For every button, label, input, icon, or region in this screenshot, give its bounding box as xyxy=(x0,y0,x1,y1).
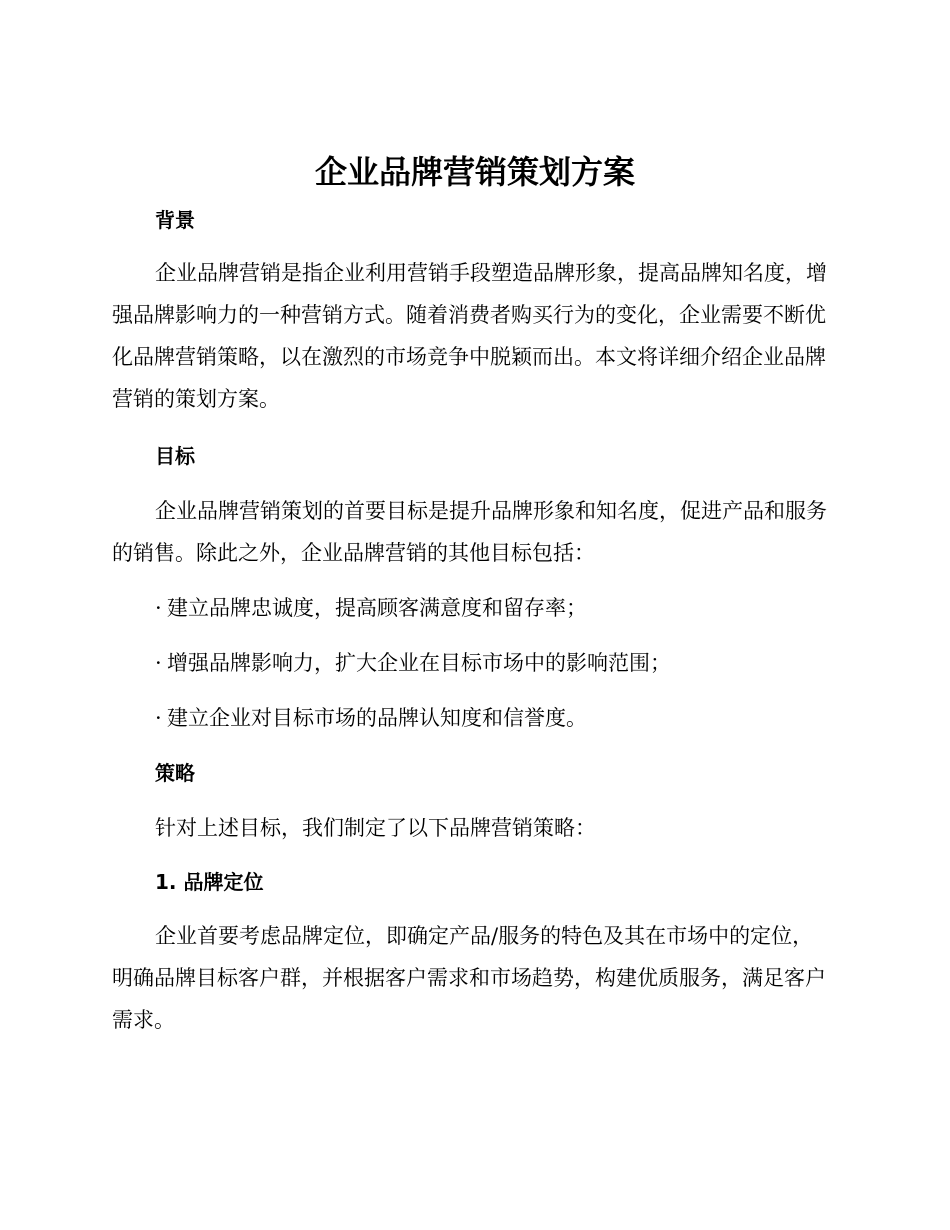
section-heading-goals: 目标 xyxy=(155,444,195,468)
background-paragraph: 企业品牌营销是指企业利用营销手段塑造品牌形象，提高品牌知名度，增强品牌影响力的一种营销方式。随着消费者购买行为的变化，企业需要不断优化品牌营销策略，以在激烈的市场竞争中脱颖而出。本文将详细介绍企业品牌营销的策划方案。 xyxy=(112,261,827,411)
goal-bullet-text: 建立企业对目标市场的品牌认知度和信誉度。 xyxy=(167,706,587,730)
page-title: 企业品牌营销策划方案 xyxy=(314,153,635,191)
section-heading-background: 背景 xyxy=(155,208,195,232)
goal-bullet-text: 建立品牌忠诚度，提高顾客满意度和留存率； xyxy=(167,596,587,620)
bullet-marker: · xyxy=(155,651,162,675)
goal-bullet-text: 增强品牌影响力，扩大企业在目标市场中的影响范围； xyxy=(167,651,671,675)
brand-positioning-paragraph: 企业首要考虑品牌定位，即确定产品/服务的特色及其在市场中的定位，明确品牌目标客户群，并根据客户需求和市场趋势，构建优质服务，满足客户需求。 xyxy=(112,924,826,1032)
bullet-marker: · xyxy=(155,596,162,620)
goal-bullet-item xyxy=(155,648,671,678)
section-heading-strategy: 策略 xyxy=(155,761,195,785)
goals-paragraph: 企业品牌营销策划的首要目标是提升品牌形象和知名度，促进产品和服务的销售。除此之外，企业品牌营销的其他目标包括： xyxy=(112,499,827,565)
goal-bullet-item xyxy=(155,593,587,623)
subsection-heading-brand-positioning: 1. 品牌定位 xyxy=(155,870,264,894)
strategy-intro: 针对上述目标，我们制定了以下品牌营销策略： xyxy=(155,816,596,840)
bullet-marker: · xyxy=(155,706,162,730)
goal-bullet-item xyxy=(155,703,587,733)
